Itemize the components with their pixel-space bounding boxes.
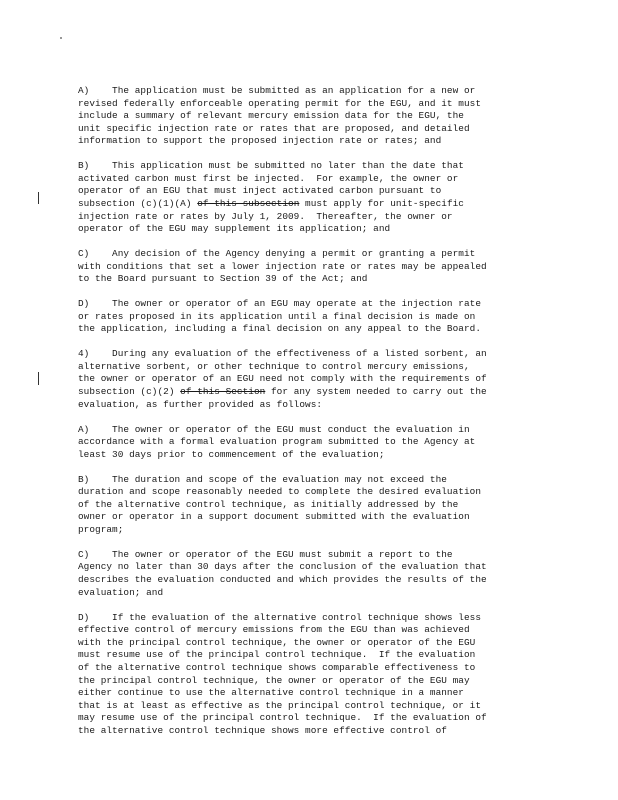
text-segment: duration and scope reasonably needed to complete the desired evaluation [78, 486, 481, 498]
paragraph [78, 160, 578, 236]
document-body [78, 85, 578, 750]
struck-text: of this subsection [197, 198, 300, 210]
text-segment: alternative sorbent, or other technique to control mercury emissions, [78, 360, 470, 372]
text-line [78, 675, 578, 688]
paragraph [78, 298, 578, 336]
text-line [78, 386, 578, 399]
text-segment: least 30 days prior to commencement of the evaluation; [78, 448, 385, 460]
text-line [78, 160, 578, 173]
text-segment: A) The owner or operator of the EGU must conduct the evaluation in [78, 423, 470, 435]
text-segment: the alternative control technique shows more effective control of [78, 724, 447, 736]
text-line [78, 361, 578, 374]
paragraph [78, 424, 578, 462]
paragraph [78, 248, 578, 286]
text-segment: that is at least as effective as the principal control technique, or it [78, 699, 481, 711]
text-line [78, 185, 578, 198]
text-segment: D) If the evaluation of the alternative control technique shows less [78, 611, 481, 623]
text-line [78, 712, 578, 725]
paragraph [78, 348, 578, 411]
text-segment: subsection (c)(1)(A) [78, 198, 198, 210]
text-segment: of the alternative control technique, as initially addressed by the [78, 498, 459, 510]
text-segment: operator of the EGU may supplement its application; and [78, 223, 391, 235]
text-segment: with the principal control technique, the owner or operator of the EGU [78, 636, 476, 648]
text-line [78, 135, 578, 148]
text-line [78, 98, 578, 111]
text-line [78, 123, 578, 136]
text-line [78, 499, 578, 512]
text-line [78, 399, 578, 412]
text-segment: with conditions that set a lower injection rate or rates may be appealed [78, 260, 487, 272]
text-line [78, 725, 578, 738]
text-segment: must apply for unit-specific [299, 198, 464, 210]
text-line [78, 561, 578, 574]
text-line [78, 649, 578, 662]
paragraph [78, 474, 578, 537]
text-segment: for any system needed to carry out the [265, 386, 487, 398]
text-segment: information to support the proposed injection rate or rates; and [78, 135, 442, 147]
revision-bar [38, 372, 39, 385]
text-line [78, 110, 578, 123]
text-segment: accordance with a formal evaluation program submitted to the Agency at [78, 436, 476, 448]
paragraph [78, 612, 578, 738]
text-segment: B) The duration and scope of the evaluation may not exceed the [78, 473, 447, 485]
text-segment: include a summary of relevant mercury emission data for the EGU, the [78, 110, 464, 122]
text-segment: to the Board pursuant to Section 39 of the Act; and [78, 273, 368, 285]
text-line [78, 323, 578, 336]
text-segment: C) The owner or operator of the EGU must submit a report to the [78, 548, 453, 560]
text-line [78, 524, 578, 537]
text-line [78, 549, 578, 562]
text-line [78, 198, 578, 211]
text-line [78, 273, 578, 286]
text-segment: evaluation, as further provided as follows: [78, 398, 323, 410]
text-line [78, 612, 578, 625]
text-segment: must resume use of the principal control technique. If the evaluation [78, 649, 476, 661]
text-segment: the owner or operator of an EGU need not comply with the requirements of [78, 373, 487, 385]
text-segment: may resume use of the principal control technique. If the evaluation of [78, 712, 487, 724]
text-line [78, 261, 578, 274]
text-line [78, 85, 578, 98]
text-line [78, 700, 578, 713]
text-line [78, 223, 578, 236]
text-line [78, 348, 578, 361]
text-line [78, 248, 578, 261]
text-segment: activated carbon must first be injected. For example, the owner or [78, 172, 459, 184]
text-line [78, 449, 578, 462]
text-segment: effective control of mercury emissions from the EGU than was achieved [78, 624, 470, 636]
text-segment: the application, including a final decision on any appeal to the Board. [78, 323, 481, 335]
text-line [78, 424, 578, 437]
text-segment: the principal control technique, the owner or operator of the EGU may [78, 674, 470, 686]
text-segment: unit specific injection rate or rates that are proposed, and detailed [78, 122, 470, 134]
text-segment: of the alternative control technique shows comparable effectiveness to [78, 661, 476, 673]
text-line [78, 624, 578, 637]
text-segment: D) The owner or operator of an EGU may operate at the injection rate [78, 298, 481, 310]
text-line [78, 486, 578, 499]
text-line [78, 173, 578, 186]
text-segment: injection rate or rates by July 1, 2009. Thereafter, the owner or [78, 210, 453, 222]
text-line [78, 311, 578, 324]
text-line [78, 587, 578, 600]
text-line [78, 511, 578, 524]
text-line [78, 298, 578, 311]
text-segment: B) This application must be submitted no later than the date that [78, 160, 464, 172]
text-line [78, 373, 578, 386]
text-line [78, 211, 578, 224]
text-segment: Agency no later than 30 days after the conclusion of the evaluation that [78, 561, 487, 573]
text-segment: C) Any decision of the Agency denying a permit or granting a permit [78, 248, 476, 260]
scan-speck [60, 37, 62, 39]
paragraph [78, 549, 578, 599]
text-line [78, 687, 578, 700]
text-line [78, 637, 578, 650]
text-line [78, 474, 578, 487]
text-segment: subsection (c)(2) [78, 386, 181, 398]
text-segment: describes the evaluation conducted and which provides the results of the [78, 574, 487, 586]
struck-text: of this Section [180, 386, 266, 398]
text-segment: owner or operator in a support document submitted with the evaluation [78, 511, 470, 523]
text-segment: or rates proposed in its application until a final decision is made on [78, 310, 476, 322]
revision-bar [38, 192, 39, 204]
text-line [78, 662, 578, 675]
text-line [78, 436, 578, 449]
text-segment: evaluation; and [78, 586, 164, 598]
text-line [78, 574, 578, 587]
text-segment: A) The application must be submitted as an application for a new or [78, 85, 476, 96]
paragraph [78, 85, 578, 148]
text-segment: program; [78, 524, 124, 535]
text-segment: operator of an EGU that must inject activated carbon pursuant to [78, 185, 442, 197]
text-segment: revised federally enforceable operating permit for the EGU, and it must [78, 97, 481, 109]
text-segment: 4) During any evaluation of the effectiveness of a listed sorbent, an [78, 348, 487, 360]
text-segment: either continue to use the alternative control technique in a manner [78, 687, 464, 699]
